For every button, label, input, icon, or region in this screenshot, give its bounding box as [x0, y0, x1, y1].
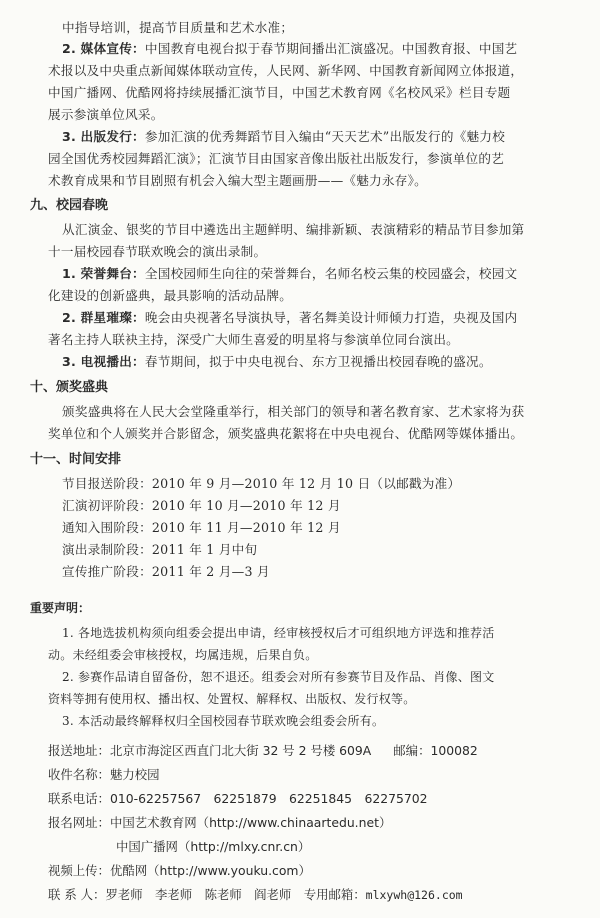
stars-label: 2. 群星璀璨：	[62, 310, 145, 325]
notice-1-line-1: 1. 各地选拔机构须向组委会提出申请，经审核授权后才可组织地方评选和推荐活	[62, 626, 495, 640]
publish-item-text: 参加汇演的优秀舞蹈节目入编由“天天艺术”出版发行的《魅力校	[144, 129, 506, 144]
phone-row	[48, 790, 428, 808]
notice-2-line-2: 资料等拥有使用权、播出权、处置权、解释权、出版权、发行权等。	[48, 692, 416, 706]
phone-value: 010-62257567 62251879 62251845 62275702	[109, 791, 428, 806]
publish-line-3: 术教育成果和节目剧照有机会入编大型主题画册——《魅力永存》。	[48, 173, 428, 188]
signup-link-cnr[interactable]: 中国广播网（http://mlxy.cnr.cn）	[116, 839, 311, 854]
notice-2-line-1: 2. 参赛作品请自留备份，恕不退还。组委会对所有参赛节目及作品、肖像、图文	[62, 670, 495, 684]
award-line-1: 颁奖盛典将在人民大会堂隆重举行，相关部门的领导和著名教育家、艺术家将为获	[62, 404, 525, 419]
stars-item	[62, 309, 517, 327]
tv-broadcast-text: 春节期间，拟于中央电视台、东方卫视播出校园春晚的盛况。	[144, 354, 492, 369]
publish-line-2: 园全国优秀校园舞蹈汇演》；汇演节目由国家音像出版社出版发行，参演单位的艺	[48, 151, 505, 166]
signup-label: 报名网址：	[48, 815, 110, 830]
schedule-row: 宣传推广阶段：2011 年 2 月—3 月	[62, 564, 270, 579]
gala-intro-1: 从汇演金、银奖的节目中遴选出主题鲜明、编排新颖、表演精彩的精品节目参加第	[62, 222, 525, 237]
media-line-4: 展示参演单位风采。	[48, 107, 164, 122]
postcode-label: 邮编：	[393, 743, 431, 758]
notice-1-line-2: 动。未经组委会审核授权，均属违规，后果自负。	[48, 648, 318, 662]
honor-stage-text: 全国校园师生向往的荣誉舞台，名师名校云集的校园盛会，校园文	[144, 266, 518, 281]
tv-broadcast-item	[62, 353, 492, 371]
recipient-label: 收件名称：	[48, 767, 110, 782]
section-heading-schedule: 十一、时间安排	[30, 452, 122, 467]
postcode-value: 100082	[430, 743, 478, 758]
media-item-label: 2. 媒体宣传：	[62, 41, 145, 56]
email-link[interactable]: mlxywh@126.com	[365, 888, 463, 902]
stars-line-2: 著名主持人联袂主持，深受广大师生喜爱的明星将与参演单位同台演出。	[48, 332, 459, 347]
honor-stage-line-2: 化建设的创新盛典，最具影响的活动品牌。	[48, 288, 293, 303]
signup-row	[48, 814, 391, 832]
address-row	[48, 742, 478, 760]
contact-people-row	[48, 886, 463, 904]
notice-3-line-1: 3. 本活动最终解释权归全国校园春节联欢晚会组委会所有。	[62, 714, 385, 728]
schedule-row: 演出录制阶段：2011 年 1 月中旬	[62, 542, 258, 557]
schedule-row: 汇演初评阶段：2010 年 10 月—2010 年 12 月	[62, 498, 341, 513]
contact-people-label: 联 系 人：	[48, 887, 106, 902]
honor-stage-label: 1. 荣誉舞台：	[62, 266, 145, 281]
address-label: 报送地址：	[48, 743, 110, 758]
notice-heading: 重要声明：	[30, 601, 91, 615]
media-line-2: 术报以及中央重点新闻媒体联动宣传，人民网、新华网、中国教育新闻网立体报道，	[48, 63, 524, 78]
recipient-row	[48, 766, 160, 784]
publish-item	[62, 128, 505, 146]
video-label: 视频上传：	[48, 863, 110, 878]
video-link-youku[interactable]: 优酷网（http://www.youku.com）	[109, 863, 311, 878]
media-item	[62, 40, 517, 58]
training-line: 中指导培训，提高节目质量和艺术水准；	[62, 20, 294, 35]
media-line-3: 中国广播网、优酷网将持续展播汇演节目，中国艺术教育网《名校风采》栏目专题	[48, 85, 511, 100]
publish-item-label: 3. 出版发行：	[62, 129, 145, 144]
section-heading-award-ceremony: 十、颁奖盛典	[30, 380, 109, 395]
tv-broadcast-label: 3. 电视播出：	[62, 354, 145, 369]
media-item-text: 中国教育电视台拟于春节期间播出汇演盛况。中国教育报、中国艺	[144, 41, 518, 56]
schedule-row: 节目报送阶段：2010 年 9 月—2010 年 12 月 10 日（以邮戳为准）	[62, 476, 461, 491]
award-line-2: 奖单位和个人颁奖并合影留念，颁奖盛典花絮将在中央电视台、优酷网等媒体播出。	[48, 426, 524, 441]
honor-stage-item	[62, 265, 517, 283]
section-heading-spring-gala: 九、校园春晚	[30, 198, 109, 213]
contact-people-value: 罗老师 李老师 陈老师 阎老师 专用邮箱：	[105, 887, 366, 902]
gala-intro-2: 十一届校园春节联欢晚会的演出录制。	[48, 244, 267, 259]
video-row	[48, 862, 311, 880]
schedule-row: 通知入围阶段：2010 年 11 月—2010 年 12 月	[62, 520, 341, 535]
signup-link-artedu[interactable]: 中国艺术教育网（http://www.chinaartedu.net）	[109, 815, 392, 830]
recipient-value: 魅力校园	[109, 767, 160, 782]
stars-text: 晚会由央视著名导演执导，著名舞美设计师倾力打造，央视及国内	[144, 310, 518, 325]
phone-label: 联系电话：	[48, 791, 110, 806]
address-value: 北京市海淀区西直门北大街 32 号 2 号楼 609A	[109, 743, 372, 758]
